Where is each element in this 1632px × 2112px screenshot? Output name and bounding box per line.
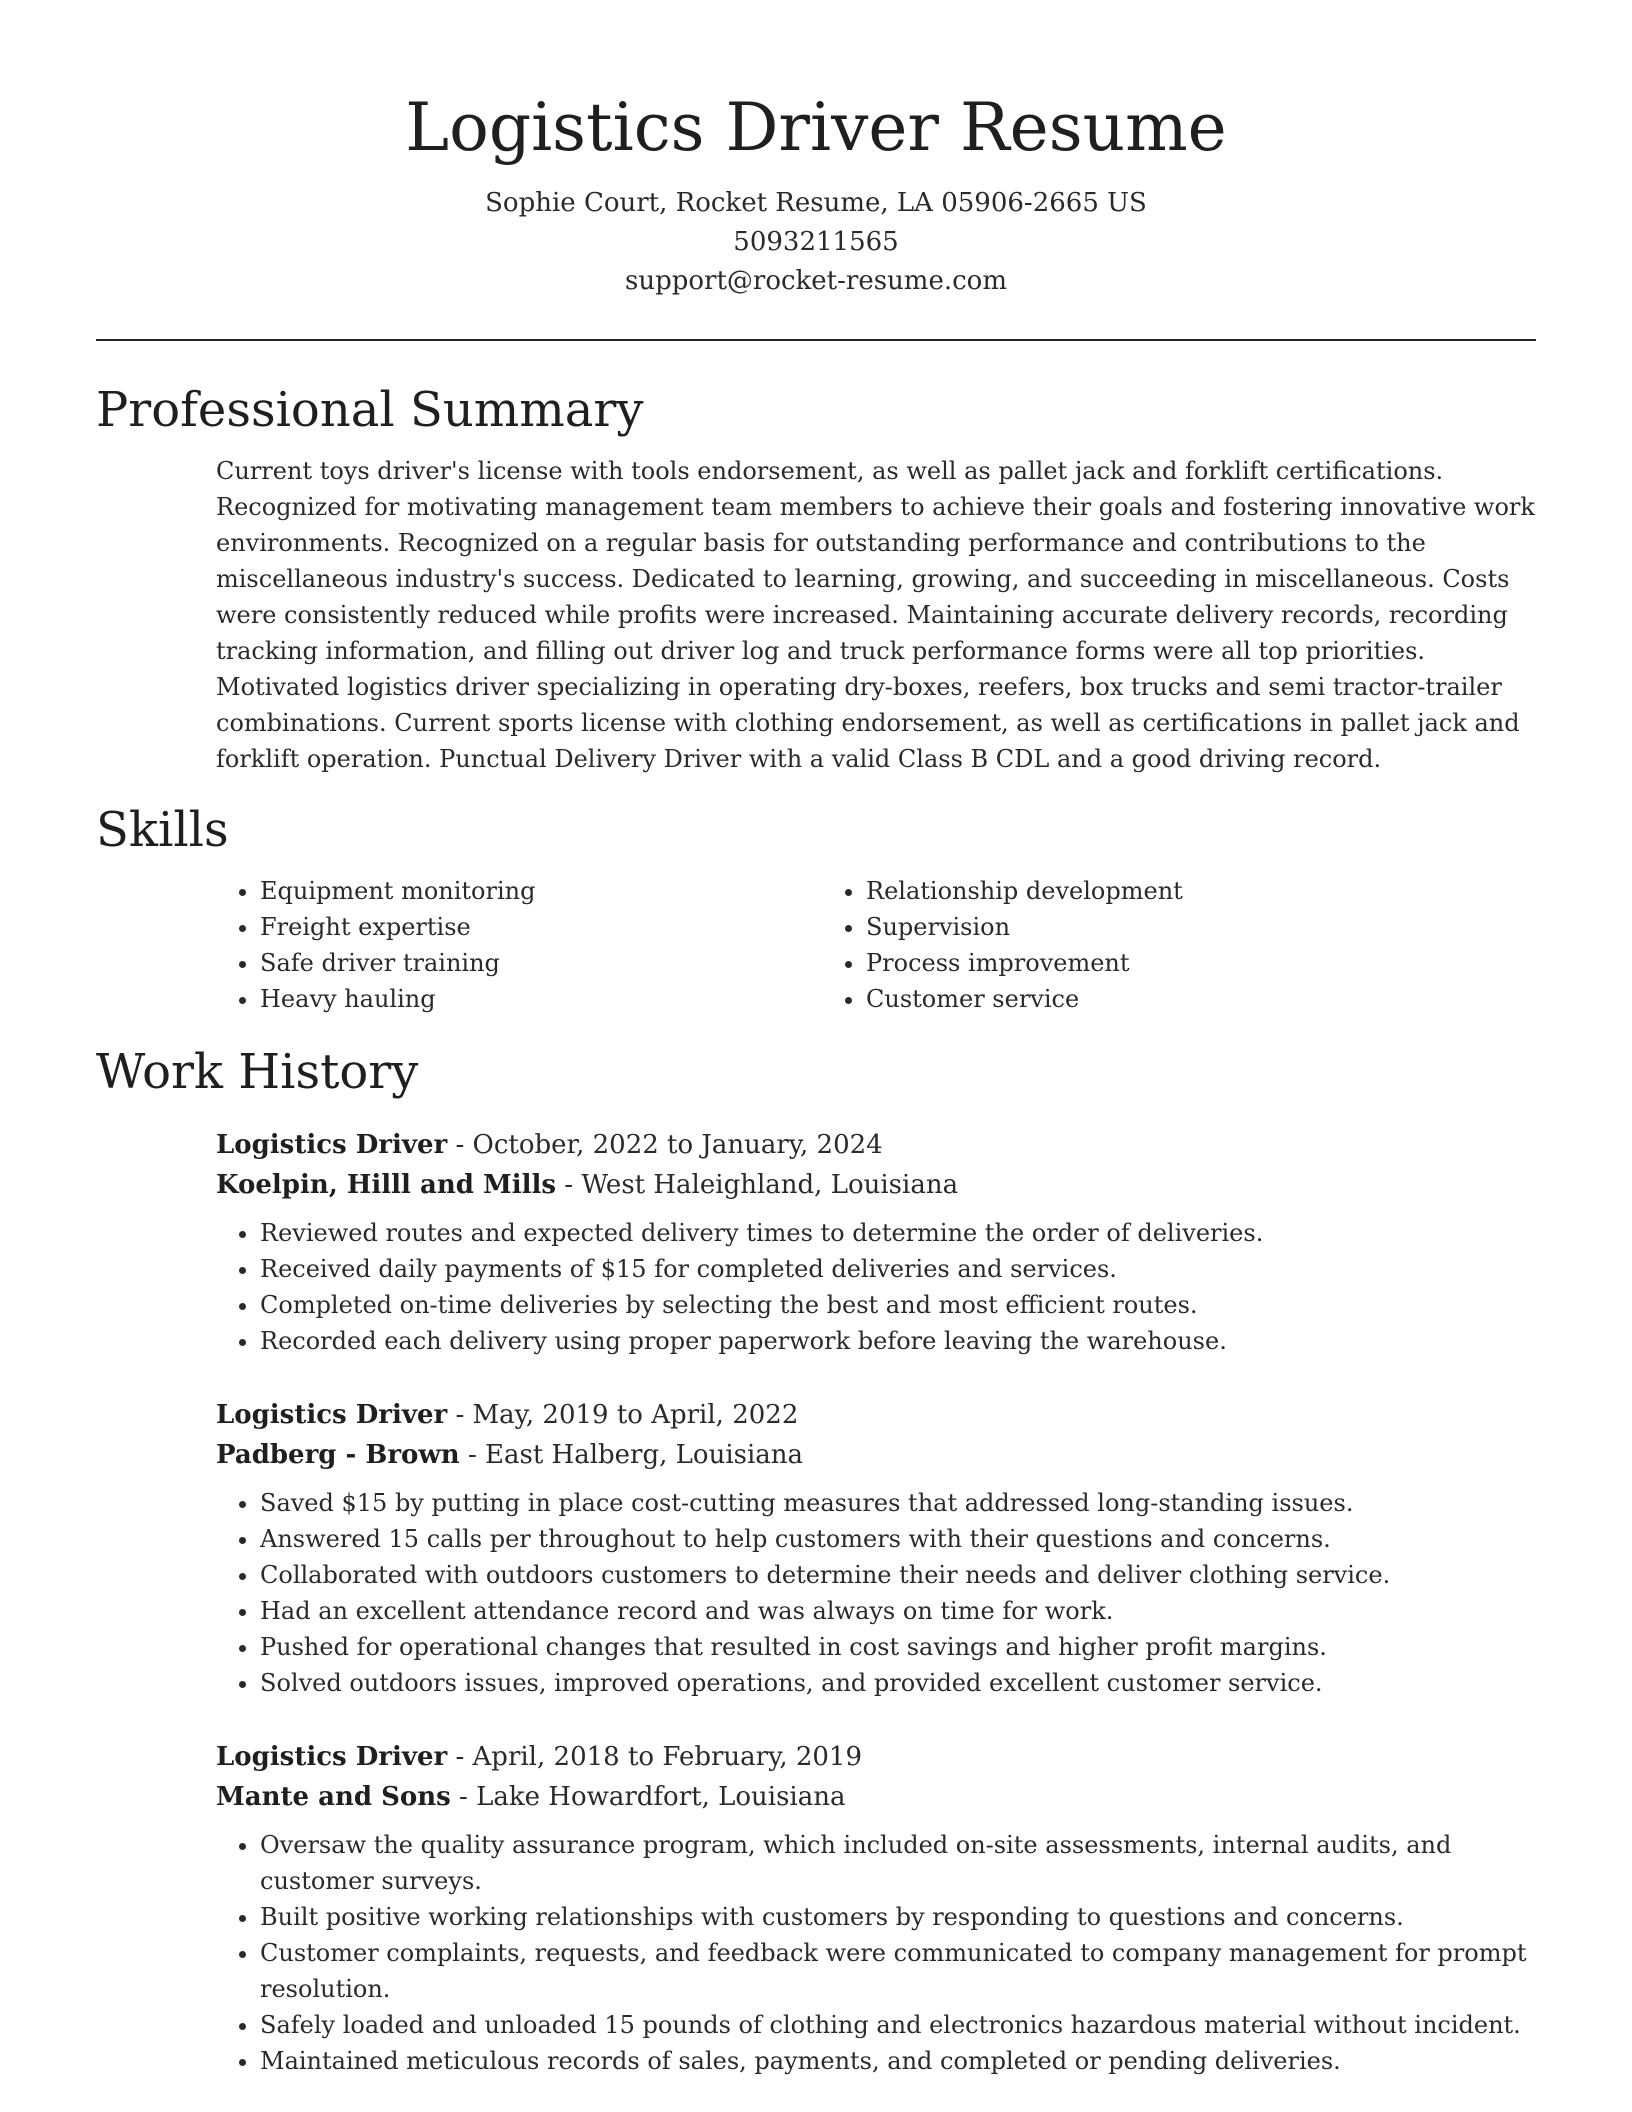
- job-dates: - October, 2022 to January, 2024: [447, 1130, 883, 1160]
- skill-item: • Process improvement: [866, 945, 1428, 981]
- skill-item: • Safe driver training: [260, 945, 822, 981]
- job-title-line: [216, 1395, 1536, 1435]
- job-title: Logistics Driver: [216, 1400, 448, 1430]
- job-entry: [216, 1125, 1536, 1359]
- skill-item: • Freight expertise: [260, 909, 822, 945]
- skills-list-right: [822, 873, 1428, 1017]
- job-company: Koelpin, Hilll and Mills: [216, 1170, 557, 1200]
- skills-list-left: [216, 873, 822, 1017]
- job-company: Mante and Sons: [216, 1782, 451, 1812]
- resume-title: Logistics Driver Resume: [405, 89, 1227, 166]
- job-bullet: • Customer complaints, requests, and feedback were communicated to company management for prompt resolution.: [260, 1935, 1536, 2007]
- job-bullets: [216, 1827, 1536, 2079]
- job-bullet: • Collaborated with outdoors customers to determine their needs and deliver clothing service.: [260, 1557, 1536, 1593]
- job-location: - Lake Howardfort, Louisiana: [450, 1782, 846, 1812]
- job-bullet: • Built positive working relationships with customers by responding to questions and concerns.: [260, 1899, 1536, 1935]
- summary-text: Current toys driver's license with tools endorsement, as well as pallet jack and forklift certifications. Recognized for motivating management team members to achieve their goals and fostering innovative work environments. Recognized on a regular basis for outstanding performance and contributions to the miscellaneous industry's success. Dedicated to learning, growing, and succeeding in miscellaneous. Costs were consistently reduced while profits were increased. Maintaining accurate delivery records, recording tracking information, and filling out driver log and truck performance forms were all top priorities. Motivated logistics driver specializing in operating dry-boxes, reefers, box trucks and semi tractor-trailer combinations. Current sports license with clothing endorsement, as well as certifications in pallet jack and forklift operation. Punctual Delivery Driver with a valid Class B CDL and a good driving record.: [216, 457, 1535, 773]
- job-title: Logistics Driver: [216, 1742, 448, 1772]
- job-entry: [216, 1737, 1536, 2079]
- job-bullet: • Reviewed routes and expected delivery times to determine the order of deliveries.: [260, 1215, 1536, 1251]
- job-bullet: • Answered 15 calls per throughout to help customers with their questions and concerns.: [260, 1521, 1536, 1557]
- skill-item: • Customer service: [866, 981, 1428, 1017]
- job-bullet: • Recorded each delivery using proper paperwork before leaving the warehouse.: [260, 1323, 1536, 1359]
- skills-heading: Skills: [96, 802, 229, 858]
- contact-block: [96, 184, 1536, 301]
- resume-header: [96, 0, 1536, 301]
- job-dates: - April, 2018 to February, 2019: [447, 1742, 863, 1772]
- job-bullet: • Had an excellent attendance record and was always on time for work.: [260, 1593, 1536, 1629]
- job-bullets: [216, 1485, 1536, 1701]
- job-bullet: • Received daily payments of $15 for completed deliveries and services.: [260, 1251, 1536, 1287]
- job-bullet: • Completed on-time deliveries by selecting the best and most efficient routes.: [260, 1287, 1536, 1323]
- skill-item: • Relationship development: [866, 873, 1428, 909]
- job-bullet: • Solved outdoors issues, improved operations, and provided excellent customer service.: [260, 1665, 1536, 1701]
- job-company-line: [216, 1165, 1536, 1205]
- job-bullet: • Pushed for operational changes that resulted in cost savings and higher profit margins.: [260, 1629, 1536, 1665]
- summary-heading: Professional Summary: [96, 382, 644, 438]
- skill-item: • Supervision: [866, 909, 1428, 945]
- skills-columns: [216, 873, 1536, 1017]
- contact-address: Sophie Court, Rocket Resume, LA 05906-2665 US: [485, 188, 1147, 218]
- job-company-line: [216, 1435, 1536, 1475]
- skill-item: • Heavy hauling: [260, 981, 822, 1017]
- job-title-line: [216, 1125, 1536, 1165]
- job-bullet: • Safely loaded and unloaded 15 pounds of clothing and electronics hazardous material without incident.: [260, 2007, 1536, 2043]
- job-bullet: • Oversaw the quality assurance program, which included on-site assessments, internal audits, and customer surveys.: [260, 1827, 1536, 1899]
- resume-page: [96, 0, 1536, 2079]
- job-location: - East Halberg, Louisiana: [459, 1440, 804, 1470]
- job-bullets: [216, 1215, 1536, 1359]
- skill-item: • Equipment monitoring: [260, 873, 822, 909]
- job-bullet: • Saved $15 by putting in place cost-cutting measures that addressed long-standing issues.: [260, 1485, 1536, 1521]
- job-title: Logistics Driver: [216, 1130, 448, 1160]
- work-history-heading: Work History: [96, 1044, 419, 1100]
- header-divider: [96, 339, 1536, 341]
- contact-phone: 5093211565: [733, 227, 899, 257]
- job-location: - West Haleighland, Louisiana: [556, 1170, 959, 1200]
- job-title-line: [216, 1737, 1536, 1777]
- job-company-line: [216, 1777, 1536, 1817]
- job-bullet: • Maintained meticulous records of sales, payments, and completed or pending deliveries.: [260, 2043, 1536, 2079]
- job-dates: - May, 2019 to April, 2022: [447, 1400, 799, 1430]
- contact-email: support@rocket-resume.com: [624, 266, 1007, 296]
- job-entry: [216, 1395, 1536, 1701]
- job-company: Padberg - Brown: [216, 1440, 460, 1470]
